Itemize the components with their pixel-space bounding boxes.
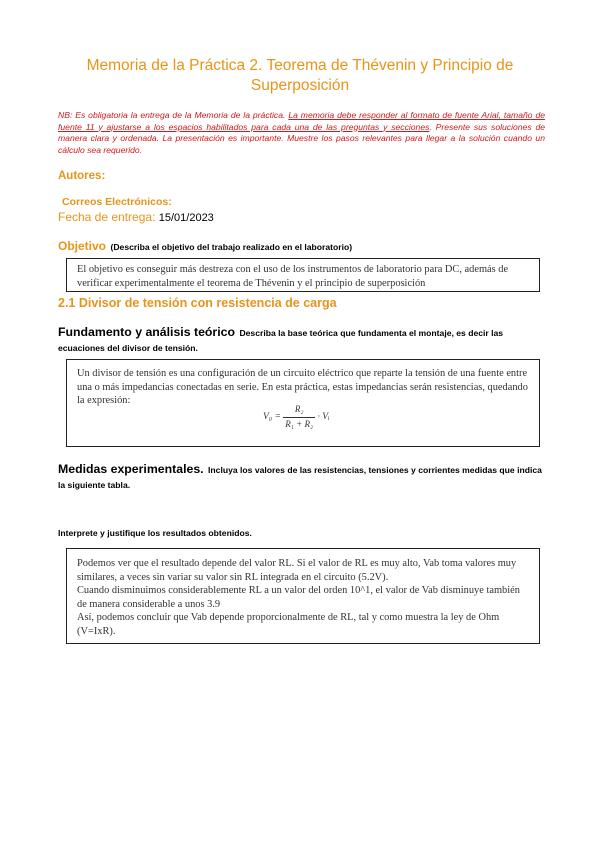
formula-numerator: R₂ bbox=[283, 403, 315, 418]
objetivo-heading bbox=[58, 237, 352, 255]
formula-rhs: · Vᵢ bbox=[317, 412, 330, 423]
objetivo-hint: (Describa el objetivo del trabajo realizado en el laboratorio) bbox=[110, 242, 353, 252]
medidas-label: Medidas experimentales. bbox=[58, 462, 204, 476]
page-title: Memoria de la Práctica 2. Teorema de Thévenin y Principio de Superposición bbox=[86, 57, 514, 94]
formula-fraction bbox=[283, 403, 315, 431]
formula-lhs: V₀ = bbox=[263, 412, 281, 423]
interprete-answer-box bbox=[66, 548, 540, 644]
interprete-line-2: Cuando disminuimos considerablemente RL a un valor del orden 10^1, el valor de Vab disminuye también de manera considerable a unos 3.9 bbox=[77, 585, 520, 610]
interprete-line-3: Así, podemos concluir que Vab depende proporcionalmente de RL, tal y como muestra la ley de Ohm (V=IxR). bbox=[77, 612, 500, 637]
fecha-entrega bbox=[58, 210, 214, 224]
medidas-heading bbox=[58, 462, 548, 492]
fundamento-answer-box bbox=[66, 359, 540, 447]
objetivo-text: El objetivo es conseguir más destreza con el uso de los instrumentos de laboratorio para DC, además de verificar experimentalmente el teorema de Thévenin y el principio de superposición bbox=[77, 264, 509, 289]
objetivo-answer-box bbox=[66, 258, 540, 292]
fecha-value: 15/01/2023 bbox=[158, 212, 214, 224]
interprete-heading: Interprete y justifique los resultados obtenidos. bbox=[58, 528, 252, 538]
correos-label: Correos Electrónicos: bbox=[62, 196, 172, 208]
fundamento-text: Un divisor de tensión es una configuración de un circuito eléctrico que reparte la tensión de una fuente entre una o más impedancias conectadas en serie. En esta práctica, estas impedancias serán resistencias, quedando la expresión: bbox=[77, 368, 528, 406]
nb-notice-part1: NB: Es obligatoria la entrega de la Memoria de la práctica. bbox=[58, 110, 286, 120]
nb-notice-format-requirement: La memoria debe responder al formato de fuente Arial, tamaño de fuente 11 y ajustarse a los espacios habilitados para cada una de las preguntas y secciones bbox=[58, 110, 546, 132]
fundamento-label: Fundamento y análisis teórico bbox=[58, 325, 235, 339]
fundamento-hint: Describa la base teórica que fundamenta el montaje, es decir las ecuaciones del divisor de tensión. bbox=[58, 328, 504, 353]
section-2-1-heading: 2.1 Divisor de tensión con resistencia de carga bbox=[58, 296, 337, 310]
nb-notice bbox=[58, 110, 545, 156]
voltage-divider-formula bbox=[263, 403, 330, 431]
fundamento-heading bbox=[58, 325, 548, 355]
interprete-line-1: Podemos ver que el resultado depende del valor RL. Si el valor de RL es muy alto, Vab toma valores muy similares, a veces sin variar su valor sin RL integrada en el circuito (5.2V). bbox=[77, 558, 517, 583]
nb-notice-part3: . Presente sus soluciones de manera clara y ordenada. La presentación es importante. Muestre los pasos relevantes para llegar a la solución cuando un cálculo sea requerido. bbox=[58, 121, 545, 155]
fecha-label: Fecha de entrega: bbox=[58, 210, 156, 224]
medidas-hint: Incluya los valores de las resistencias, tensiones y corrientes medidas que indica la siguiente tabla. bbox=[58, 465, 542, 490]
objetivo-label: Objetivo bbox=[58, 239, 107, 253]
autores-label: Autores: bbox=[58, 170, 106, 182]
formula-denominator: R₁ + R₂ bbox=[285, 418, 314, 429]
